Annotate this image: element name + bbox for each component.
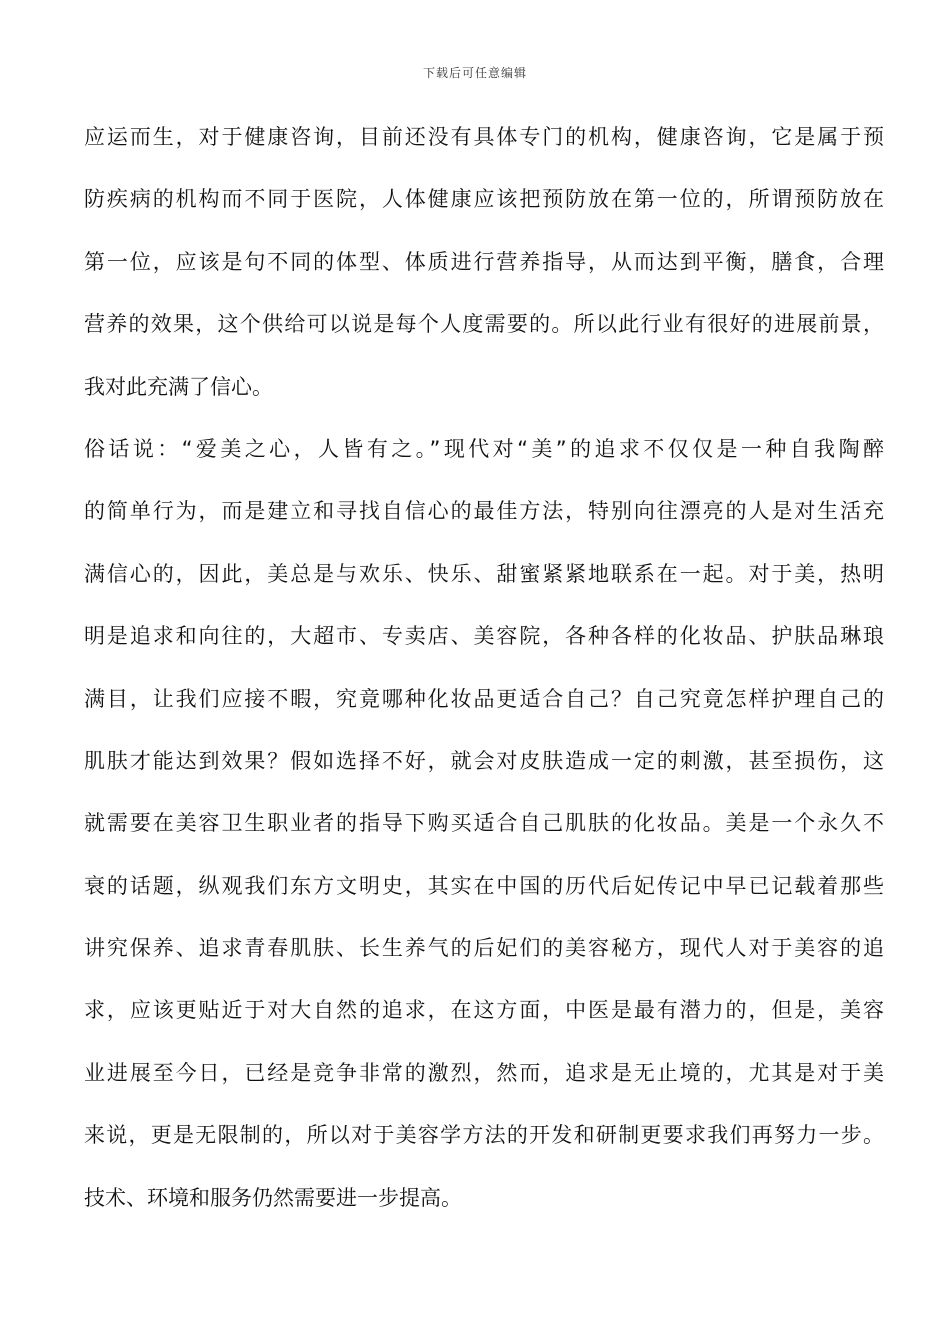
document-body — [84, 116, 884, 1239]
text-line: 满目，让我们应接不暇，究竟哪种化妆品更适合自己？自己究竟怎样护理自己的 — [84, 686, 884, 711]
text-line: 衰的话题，纵观我们东方文明史，其实在中国的历代后妃传记中早已记载着那些 — [84, 873, 884, 898]
text-line: 应运而生，对于健康咨询，目前还没有具体专门的机构，健康咨询，它是属于预 — [84, 125, 884, 149]
text-line: 防疾病的机构而不同于医院，人体健康应该把预防放在第一位的，所谓预防放在 — [84, 187, 884, 212]
text-line: 的简单行为，而是建立和寻找自信心的最佳方法，特别向往漂亮的人是对生活充 — [84, 499, 884, 524]
text-line: 营养的效果，这个供给可以说是每个人度需要的。所以此行业有很好的进展前景， — [84, 312, 884, 337]
text-line: 讲究保养、追求青春肌肤、长生养气的后妃们的美容秘方，现代人对于美容的追 — [84, 936, 884, 961]
text-line: 肌肤才能达到效果？假如选择不好，就会对皮肤造成一定的刺激，甚至损伤，这 — [84, 748, 884, 773]
text-line: 技术、环境和服务仍然需要进一步提高。 — [84, 1185, 462, 1210]
text-line: 业进展至今日，已经是竞争非常的激烈，然而，追求是无止境的，尤其是对于美 — [84, 1060, 884, 1085]
text-line: 我对此充满了信心。 — [84, 374, 273, 399]
text-line: 就需要在美容卫生职业者的指导下购买适合自己肌肤的化妆品。美是一个永久不 — [84, 811, 884, 836]
text-line: 满信心的，因此，美总是与欢乐、快乐、甜蜜紧紧地联系在一起。对于美，热明 — [84, 561, 884, 586]
text-line: 俗话说：“爱美之心，人皆有之。”现代对“美”的追求不仅仅是一种自我陶醉 — [84, 436, 884, 461]
text-line: 第一位，应该是句不同的体型、体质进行营养指导，从而达到平衡，膳食，合理 — [84, 249, 884, 274]
text-line: 明是追求和向往的，大超市、专卖店、美容院，各种各样的化妆品、护肤品琳琅 — [84, 624, 884, 649]
page-header: 下载后可任意编辑 — [422, 66, 527, 80]
text-line: 求，应该更贴近于对大自然的追求，在这方面，中医是最有潜力的，但是，美容 — [84, 998, 884, 1023]
text-line: 来说，更是无限制的，所以对于美容学方法的开发和研制更要求我们再努力一步。 — [84, 1123, 884, 1148]
